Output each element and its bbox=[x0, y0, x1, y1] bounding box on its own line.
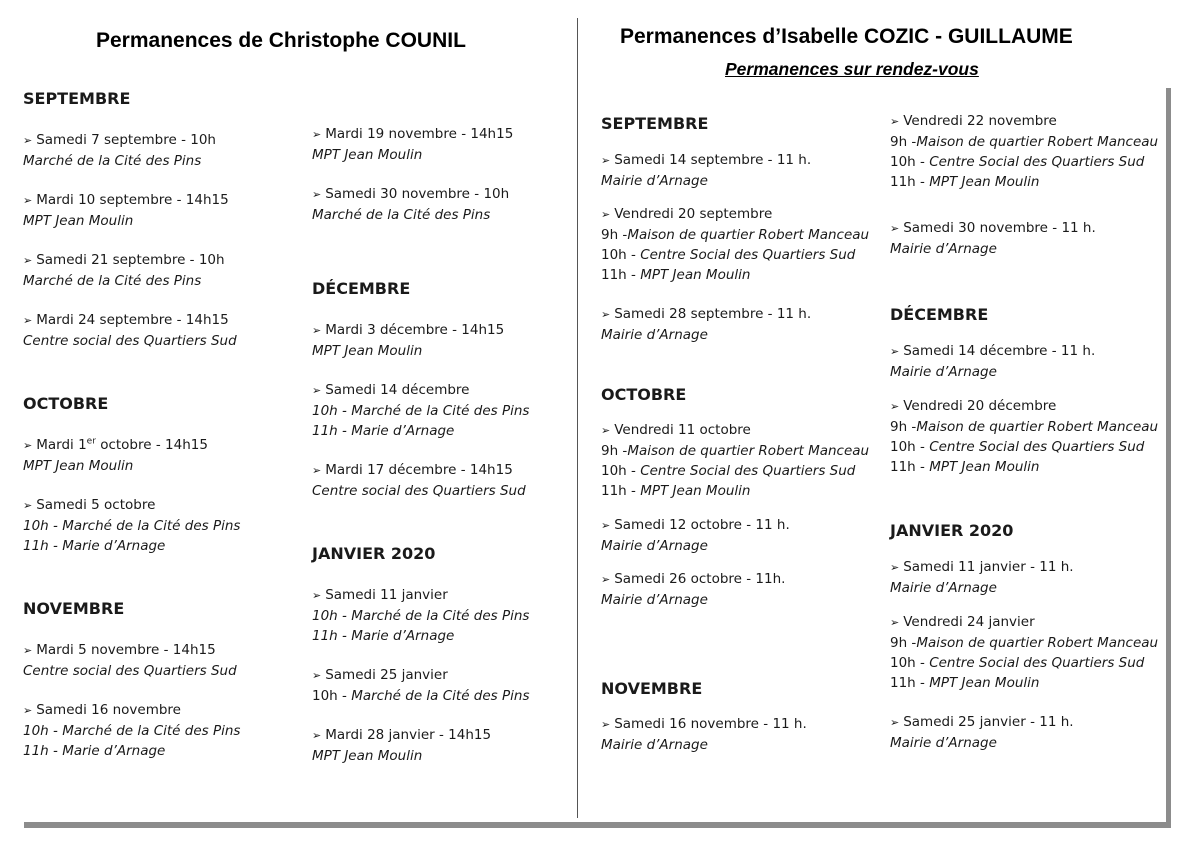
entry-date: ➢ Mardi 1er octobre - 14h15 bbox=[23, 435, 208, 456]
entry-date: ➢ Samedi 14 décembre - 11 h. bbox=[890, 341, 1095, 362]
month-heading: JANVIER 2020 bbox=[312, 544, 436, 563]
arrow-bullet-icon: ➢ bbox=[890, 222, 900, 235]
schedule-entry bbox=[312, 665, 529, 706]
entry-location: 10h - Centre Social des Quartiers Sud bbox=[601, 247, 856, 263]
entry-location: MPT Jean Moulin bbox=[23, 458, 134, 474]
arrow-bullet-icon: ➢ bbox=[890, 616, 900, 629]
entry-location: 10h - Centre Social des Quartiers Sud bbox=[890, 655, 1145, 671]
schedule-entry bbox=[312, 725, 491, 766]
arrow-bullet-icon: ➢ bbox=[23, 644, 33, 657]
schedule-entry bbox=[23, 130, 216, 171]
entry-date: ➢ Samedi 30 novembre - 10h bbox=[312, 184, 509, 205]
month-heading: NOVEMBRE bbox=[23, 599, 125, 618]
arrow-bullet-icon: ➢ bbox=[601, 519, 611, 532]
entry-location: Mairie d’Arnage bbox=[601, 327, 708, 343]
schedule-entry bbox=[601, 515, 790, 556]
arrow-bullet-icon: ➢ bbox=[890, 115, 900, 128]
month-heading: SEPTEMBRE bbox=[23, 89, 131, 108]
entry-location: Mairie d’Arnage bbox=[890, 241, 997, 257]
entry-date: ➢ Samedi 16 novembre bbox=[23, 700, 240, 721]
left-title: Permanences de Christophe COUNIL bbox=[96, 29, 466, 52]
schedule-entry bbox=[312, 184, 509, 225]
entry-location: 11h - Marie d’Arnage bbox=[312, 628, 455, 644]
entry-date: ➢ Mardi 24 septembre - 14h15 bbox=[23, 310, 237, 331]
arrow-bullet-icon: ➢ bbox=[312, 384, 322, 397]
schedule-entry bbox=[890, 712, 1074, 753]
entry-location: 11h - MPT Jean Moulin bbox=[890, 174, 1040, 190]
schedule-entry bbox=[601, 714, 807, 755]
entry-date: ➢ Samedi 16 novembre - 11 h. bbox=[601, 714, 807, 735]
entry-date: ➢ Samedi 14 septembre - 11 h. bbox=[601, 150, 811, 171]
schedule-entry bbox=[312, 124, 513, 165]
entry-date: ➢ Mardi 3 décembre - 14h15 bbox=[312, 320, 504, 341]
schedule-entry bbox=[601, 304, 811, 345]
schedule-entry bbox=[312, 460, 526, 501]
entry-date: ➢ Samedi 26 octobre - 11h. bbox=[601, 569, 785, 590]
schedule-entry bbox=[601, 204, 869, 285]
schedule-entry bbox=[23, 700, 240, 761]
month-heading: DÉCEMBRE bbox=[890, 305, 989, 324]
schedule-entry bbox=[890, 111, 1158, 192]
month-heading: OCTOBRE bbox=[601, 385, 687, 404]
schedule-entry bbox=[23, 250, 225, 291]
arrow-bullet-icon: ➢ bbox=[890, 716, 900, 729]
month-heading: NOVEMBRE bbox=[601, 679, 703, 698]
arrow-bullet-icon: ➢ bbox=[312, 324, 322, 337]
entry-location: MPT Jean Moulin bbox=[312, 343, 423, 359]
schedule-entry bbox=[601, 569, 785, 610]
right-subtitle: Permanences sur rendez-vous bbox=[725, 59, 979, 79]
schedule-entry bbox=[890, 218, 1096, 259]
entry-location: Marché de la Cité des Pins bbox=[23, 273, 202, 289]
entry-location: 11h - MPT Jean Moulin bbox=[890, 675, 1040, 691]
arrow-bullet-icon: ➢ bbox=[890, 345, 900, 358]
arrow-bullet-icon: ➢ bbox=[601, 308, 611, 321]
right-title: Permanences d’Isabelle COZIC - GUILLAUME bbox=[620, 25, 1073, 48]
schedule-entry bbox=[312, 320, 504, 361]
entry-date: ➢ Mardi 19 novembre - 14h15 bbox=[312, 124, 513, 145]
entry-date: ➢ Mardi 28 janvier - 14h15 bbox=[312, 725, 491, 746]
entry-location: Marché de la Cité des Pins bbox=[23, 153, 202, 169]
schedule-entry bbox=[890, 396, 1158, 477]
entry-date: ➢ Samedi 25 janvier - 11 h. bbox=[890, 712, 1074, 733]
arrow-bullet-icon: ➢ bbox=[23, 439, 33, 452]
entry-location: 10h - Marché de la Cité des Pins bbox=[23, 518, 241, 534]
entry-location: 11h - MPT Jean Moulin bbox=[601, 267, 751, 283]
entry-location: 9h -Maison de quartier Robert Manceau bbox=[890, 635, 1159, 651]
arrow-bullet-icon: ➢ bbox=[23, 314, 33, 327]
schedule-entry bbox=[23, 435, 208, 476]
arrow-bullet-icon: ➢ bbox=[601, 424, 611, 437]
arrow-bullet-icon: ➢ bbox=[23, 704, 33, 717]
arrow-bullet-icon: ➢ bbox=[312, 464, 322, 477]
entry-location: 10h - Marché de la Cité des Pins bbox=[312, 403, 530, 419]
entry-location: 11h - MPT Jean Moulin bbox=[601, 483, 751, 499]
entry-date: ➢ Samedi 14 décembre bbox=[312, 380, 529, 401]
entry-date: ➢ Samedi 11 janvier bbox=[312, 585, 529, 606]
entry-location: MPT Jean Moulin bbox=[312, 748, 423, 764]
entry-date: ➢ Vendredi 24 janvier bbox=[890, 612, 1158, 633]
entry-location: Centre social des Quartiers Sud bbox=[23, 333, 237, 349]
arrow-bullet-icon: ➢ bbox=[601, 573, 611, 586]
entry-location: MPT Jean Moulin bbox=[312, 147, 423, 163]
entry-date: ➢ Mardi 17 décembre - 14h15 bbox=[312, 460, 526, 481]
arrow-bullet-icon: ➢ bbox=[23, 499, 33, 512]
arrow-bullet-icon: ➢ bbox=[312, 188, 322, 201]
entry-location: 9h -Maison de quartier Robert Manceau bbox=[601, 443, 870, 459]
arrow-bullet-icon: ➢ bbox=[23, 194, 33, 207]
schedule-entry bbox=[23, 190, 229, 231]
schedule-entry bbox=[890, 612, 1158, 693]
arrow-bullet-icon: ➢ bbox=[312, 128, 322, 141]
entry-location: 10h - Centre Social des Quartiers Sud bbox=[890, 154, 1145, 170]
month-heading: JANVIER 2020 bbox=[890, 521, 1014, 540]
arrow-bullet-icon: ➢ bbox=[890, 400, 900, 413]
arrow-bullet-icon: ➢ bbox=[601, 154, 611, 167]
page-shadow-right bbox=[1166, 88, 1171, 828]
entry-date: ➢ Samedi 11 janvier - 11 h. bbox=[890, 557, 1074, 578]
entry-location: 10h - Marché de la Cité des Pins bbox=[312, 608, 530, 624]
entry-date: ➢ Samedi 25 janvier bbox=[312, 665, 529, 686]
month-heading: OCTOBRE bbox=[23, 394, 109, 413]
schedule-entry bbox=[601, 420, 869, 501]
entry-location: 10h - Centre Social des Quartiers Sud bbox=[890, 439, 1145, 455]
month-heading: SEPTEMBRE bbox=[601, 114, 709, 133]
entry-location: Mairie d’Arnage bbox=[890, 364, 997, 380]
entry-location: Centre social des Quartiers Sud bbox=[312, 483, 526, 499]
entry-location: Mairie d’Arnage bbox=[601, 592, 708, 608]
arrow-bullet-icon: ➢ bbox=[23, 254, 33, 267]
entry-location: 10h - Marché de la Cité des Pins bbox=[23, 723, 241, 739]
entry-location: 11h - Marie d’Arnage bbox=[23, 743, 166, 759]
entry-location: 9h -Maison de quartier Robert Manceau bbox=[601, 227, 870, 243]
entry-location: 11h - MPT Jean Moulin bbox=[890, 459, 1040, 475]
entry-location: Mairie d’Arnage bbox=[601, 173, 708, 189]
entry-date: ➢ Vendredi 22 novembre bbox=[890, 111, 1158, 132]
entry-date: ➢ Mardi 10 septembre - 14h15 bbox=[23, 190, 229, 211]
entry-location: Centre social des Quartiers Sud bbox=[23, 663, 237, 679]
entry-date: ➢ Samedi 5 octobre bbox=[23, 495, 240, 516]
schedule-entry bbox=[312, 380, 529, 441]
entry-location: 9h -Maison de quartier Robert Manceau bbox=[890, 419, 1159, 435]
entry-date: ➢ Samedi 28 septembre - 11 h. bbox=[601, 304, 811, 325]
schedule-entry bbox=[312, 585, 529, 646]
entry-date: ➢ Samedi 30 novembre - 11 h. bbox=[890, 218, 1096, 239]
entry-location: 10h - Marché de la Cité des Pins bbox=[312, 688, 530, 704]
arrow-bullet-icon: ➢ bbox=[312, 589, 322, 602]
entry-date: ➢ Vendredi 20 décembre bbox=[890, 396, 1158, 417]
schedule-entry bbox=[23, 640, 237, 681]
arrow-bullet-icon: ➢ bbox=[601, 208, 611, 221]
page-shadow-bottom bbox=[24, 822, 1171, 828]
entry-date: ➢ Mardi 5 novembre - 14h15 bbox=[23, 640, 237, 661]
entry-date: ➢ Vendredi 20 septembre bbox=[601, 204, 869, 225]
month-heading: DÉCEMBRE bbox=[312, 279, 411, 298]
schedule-entry bbox=[23, 310, 237, 351]
arrow-bullet-icon: ➢ bbox=[890, 561, 900, 574]
column-divider bbox=[577, 18, 578, 818]
schedule-entry bbox=[890, 557, 1074, 598]
entry-date: ➢ Samedi 7 septembre - 10h bbox=[23, 130, 216, 151]
entry-location: Mairie d’Arnage bbox=[890, 580, 997, 596]
arrow-bullet-icon: ➢ bbox=[601, 718, 611, 731]
entry-location: MPT Jean Moulin bbox=[23, 213, 134, 229]
entry-location: 9h -Maison de quartier Robert Manceau bbox=[890, 134, 1159, 150]
entry-location: Mairie d’Arnage bbox=[890, 735, 997, 751]
schedule-entry bbox=[23, 495, 240, 556]
entry-location: 11h - Marie d’Arnage bbox=[312, 423, 455, 439]
entry-date: ➢ Samedi 21 septembre - 10h bbox=[23, 250, 225, 271]
entry-location: 10h - Centre Social des Quartiers Sud bbox=[601, 463, 856, 479]
entry-location: Mairie d’Arnage bbox=[601, 737, 708, 753]
schedule-entry bbox=[601, 150, 811, 191]
arrow-bullet-icon: ➢ bbox=[23, 134, 33, 147]
entry-date: ➢ Samedi 12 octobre - 11 h. bbox=[601, 515, 790, 536]
entry-location: Marché de la Cité des Pins bbox=[312, 207, 491, 223]
entry-location: 11h - Marie d’Arnage bbox=[23, 538, 166, 554]
entry-date: ➢ Vendredi 11 octobre bbox=[601, 420, 869, 441]
arrow-bullet-icon: ➢ bbox=[312, 729, 322, 742]
entry-location: Mairie d’Arnage bbox=[601, 538, 708, 554]
schedule-entry bbox=[890, 341, 1095, 382]
arrow-bullet-icon: ➢ bbox=[312, 669, 322, 682]
